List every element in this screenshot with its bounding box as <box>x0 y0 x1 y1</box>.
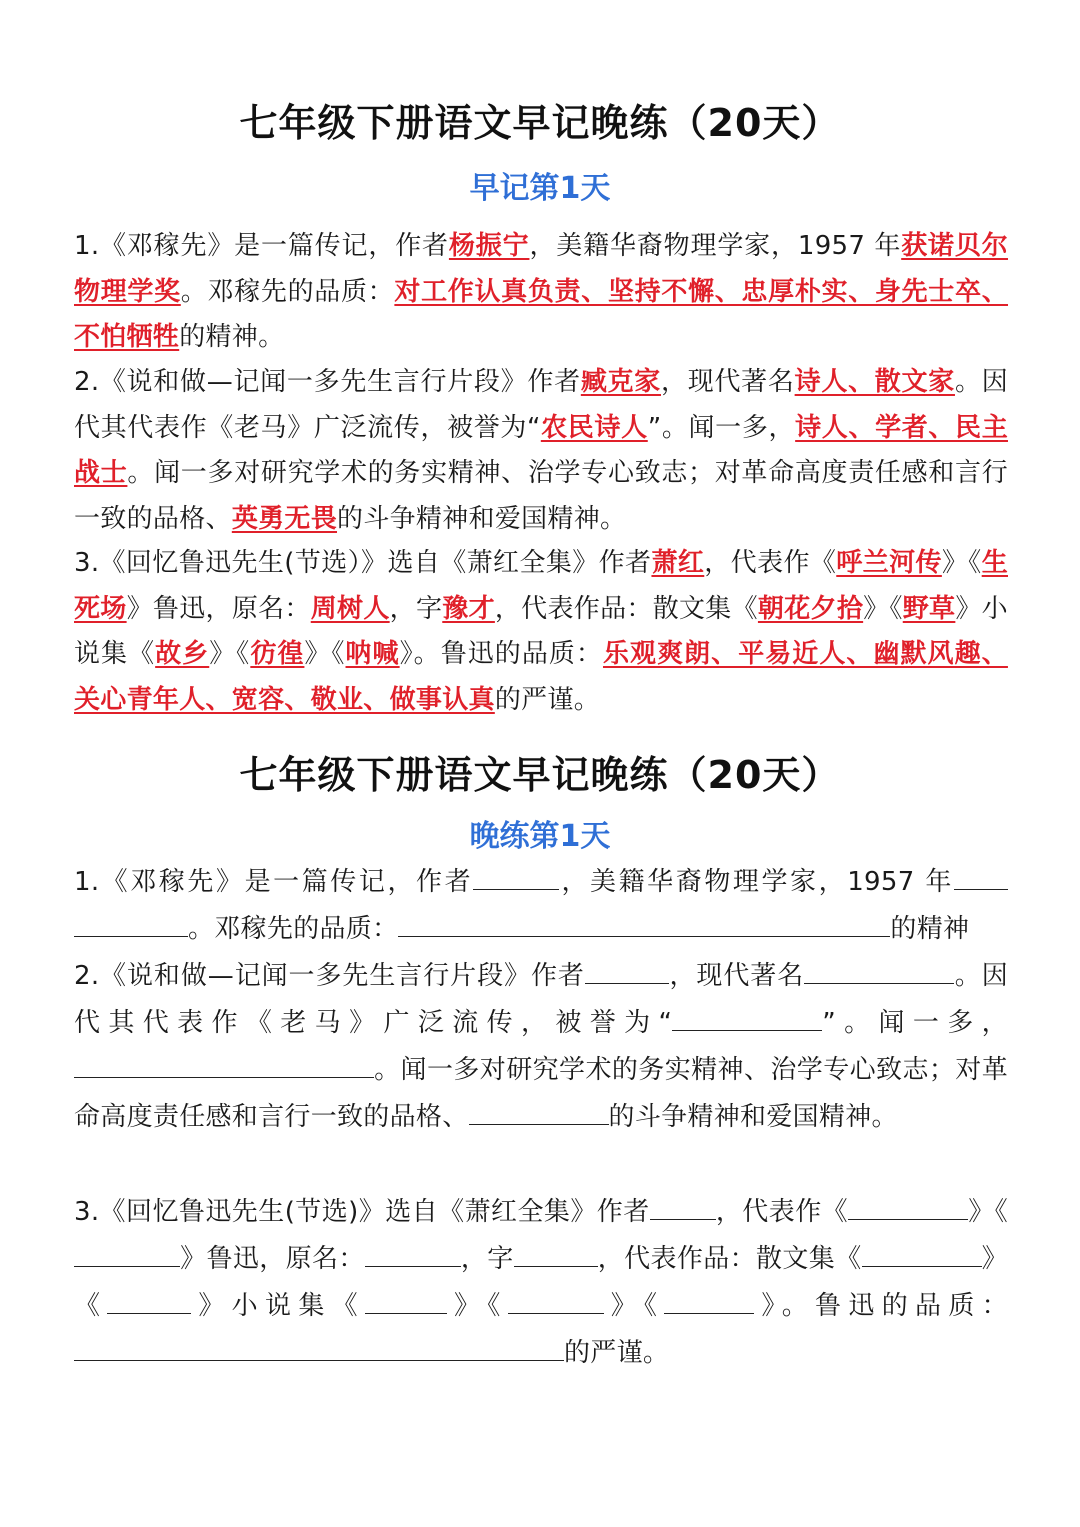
text: ，代表作《 <box>704 548 837 578</box>
answer-blank[interactable] <box>469 1098 609 1125</box>
answer-blank[interactable] <box>74 1334 564 1361</box>
text: 》《 <box>209 639 251 669</box>
text: 》《 <box>968 1197 1008 1227</box>
text: 。邓稼先的品质： <box>188 914 399 944</box>
morning-item-1 <box>74 224 1008 361</box>
text: 的精神 <box>890 914 970 944</box>
text: 》《 <box>304 639 346 669</box>
answer-blank[interactable] <box>804 957 954 984</box>
answer-blank[interactable] <box>672 1004 822 1031</box>
answer: 对工作认真负责、坚持不懈、忠厚朴实、身先士卒、不怕牺牲 <box>74 276 1009 352</box>
answer-blank[interactable] <box>585 957 669 984</box>
text: 的严谨。 <box>494 684 601 715</box>
answer-blank[interactable] <box>74 910 188 937</box>
evening-item-2 <box>74 953 1008 1141</box>
answer: 呐喊 <box>345 639 400 669</box>
text: 的严谨。 <box>564 1338 670 1368</box>
page-title: 七年级下册语文早记晚练（20天） <box>239 101 841 145</box>
text: 的精神。 <box>179 322 285 352</box>
answer-blank[interactable] <box>473 863 559 890</box>
answer: 豫才 <box>442 593 495 624</box>
evening-item-1 <box>74 859 1008 953</box>
answer: 农民诗人 <box>540 412 648 443</box>
answer: 萧红 <box>651 548 705 578</box>
text: 》鲁迅，原名： <box>126 593 311 624</box>
answer-blank[interactable] <box>954 863 1008 890</box>
text: 》小说集《 <box>191 1291 365 1321</box>
answer-blank[interactable] <box>74 1240 180 1267</box>
answer-blank[interactable] <box>398 910 890 937</box>
text: 。因代其代表作《老马》广泛流传，被誉为“ <box>74 367 1008 443</box>
text: ，现代著名 <box>661 367 795 397</box>
text: 。闻一多对研究学术的务实精神、治学专心致志；对革命高度责任感和言行一致的品格、 <box>74 458 1008 534</box>
text: 3.《回忆鲁迅先生(节选)》选自《萧红全集》作者 <box>74 1197 650 1227</box>
text: 1.《邓稼先》是一篇传记，作者 <box>74 867 474 897</box>
text: 》《 <box>941 548 982 578</box>
text: 》。鲁迅的品质： <box>754 1291 1008 1321</box>
answer: 彷徨 <box>250 639 305 669</box>
morning-subtitle: 早记第1天 <box>469 171 611 206</box>
answer: 朝花夕拾 <box>757 593 864 624</box>
answer-blank[interactable] <box>514 1240 598 1267</box>
text: ，美籍华裔物理学家，1957 年 <box>529 231 902 261</box>
section-title: 七年级下册语文早记晚练（20天） <box>239 753 841 797</box>
answer: 生死场 <box>74 548 1008 624</box>
text: 。因代其代表作《老马》广泛流传，被誉为“ <box>74 961 1008 1038</box>
text: 2.《说和做—记闻一多先生言行片段》作者 <box>74 367 581 397</box>
text: 的斗争精神和爱国精神。 <box>337 503 627 534</box>
answer: 周树人 <box>310 593 390 624</box>
answer-blank[interactable] <box>862 1240 982 1267</box>
answer: 获诺贝尔物理学奖 <box>74 231 1009 307</box>
answer-blank[interactable] <box>650 1193 716 1220</box>
text: 》《 <box>603 1291 665 1321</box>
text: 的斗争精神和爱国精神。 <box>608 1102 898 1132</box>
morning-item-2 <box>74 360 1008 542</box>
text: ”。闻一多， <box>822 1008 1008 1038</box>
text: 3.《回忆鲁迅先生(节选）》选自《萧红全集》作者 <box>74 548 652 578</box>
text: 》鲁迅，原名： <box>180 1244 365 1274</box>
answer-blank[interactable] <box>664 1287 754 1314</box>
text: ，美籍华裔物理学家，1957 年 <box>559 867 954 897</box>
evening-item-3 <box>74 1189 1008 1377</box>
answer-blank[interactable] <box>107 1287 191 1314</box>
answer-blank[interactable] <box>365 1287 447 1314</box>
text: ，代表作《 <box>715 1197 849 1227</box>
text: ，字 <box>460 1244 514 1274</box>
answer-blank[interactable] <box>365 1240 461 1267</box>
answer: 诗人、学者、民主战士 <box>74 412 1008 488</box>
text: ，代表作品：散文集《 <box>494 593 758 624</box>
answer: 杨振宁 <box>448 231 530 261</box>
text: 》《 <box>447 1291 508 1321</box>
answer-blank[interactable] <box>508 1287 604 1314</box>
evening-subtitle: 晚练第1天 <box>469 819 611 854</box>
answer: 英勇无畏 <box>231 503 338 534</box>
text: 》《 <box>863 593 903 624</box>
answer-blank[interactable] <box>848 1193 968 1220</box>
text: 。邓稼先的品质： <box>180 276 395 307</box>
answer-blank[interactable] <box>74 1051 374 1078</box>
text: 》《 <box>74 1244 1008 1321</box>
text: ”。闻一多， <box>647 412 796 443</box>
text: 2.《说和做—记闻一多先生言行片段》作者 <box>74 961 585 991</box>
answer: 臧克家 <box>580 367 661 397</box>
answer: 乐观爽朗、平易近人、幽默风趣、关心青年人、宽容、敬业、做事认真 <box>74 639 1008 715</box>
answer: 呼兰河传 <box>836 548 942 578</box>
morning-item-3 <box>74 541 1008 723</box>
answer: 野草 <box>902 593 956 624</box>
text: 》。鲁迅的品质： <box>399 639 603 669</box>
text: ，字 <box>389 593 443 624</box>
answer: 故乡 <box>155 639 210 669</box>
text: 1.《邓稼先》是一篇传记，作者 <box>74 231 449 261</box>
text: ，代表作品：散文集《 <box>597 1244 862 1274</box>
text: 》小说集《 <box>74 593 1008 669</box>
text: ，现代著名 <box>668 961 805 991</box>
answer: 诗人、散文家 <box>794 367 955 397</box>
text: 。闻一多对研究学术的务实精神、治学专心致志；对革命高度责任感和言行一致的品格、 <box>74 1055 1008 1132</box>
